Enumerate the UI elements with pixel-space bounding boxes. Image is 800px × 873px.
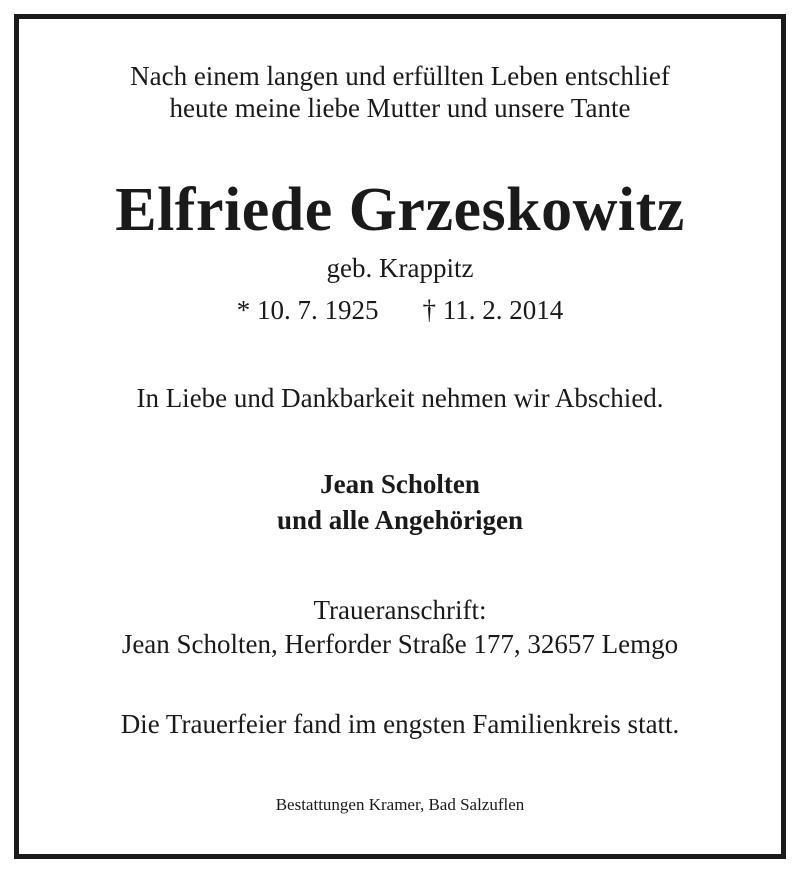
undertaker-credit: Bestattungen Kramer, Bad Salzuflen — [275, 795, 525, 814]
intro-line-2: heute meine liebe Mutter und unsere Tante — [169, 93, 631, 123]
mourning-address: Jean Scholten, Herforder Straße 177, 32657 Lemgo — [121, 629, 679, 659]
birth-date: * 10. 7. 1925 — [236, 295, 379, 325]
deceased-name: Elfriede Grzeskowitz — [115, 176, 685, 244]
ceremony-note: Die Trauerfeier fand im engsten Familienkreis statt. — [120, 709, 680, 739]
maiden-name: geb. Krappitz — [326, 253, 474, 283]
mourners-line-1: Jean Scholten — [320, 469, 480, 499]
intro-line-1: Nach einem langen und erfüllten Leben entschlief — [130, 61, 670, 91]
life-dates — [19, 295, 781, 326]
obituary-notice — [14, 14, 786, 859]
address-label: Traueranschrift: — [313, 595, 487, 625]
farewell-text: In Liebe und Dankbarkeit nehmen wir Abschied. — [136, 383, 664, 413]
mourners-line-2: und alle Angehörigen — [276, 505, 524, 535]
death-date: † 11. 2. 2014 — [422, 295, 564, 325]
